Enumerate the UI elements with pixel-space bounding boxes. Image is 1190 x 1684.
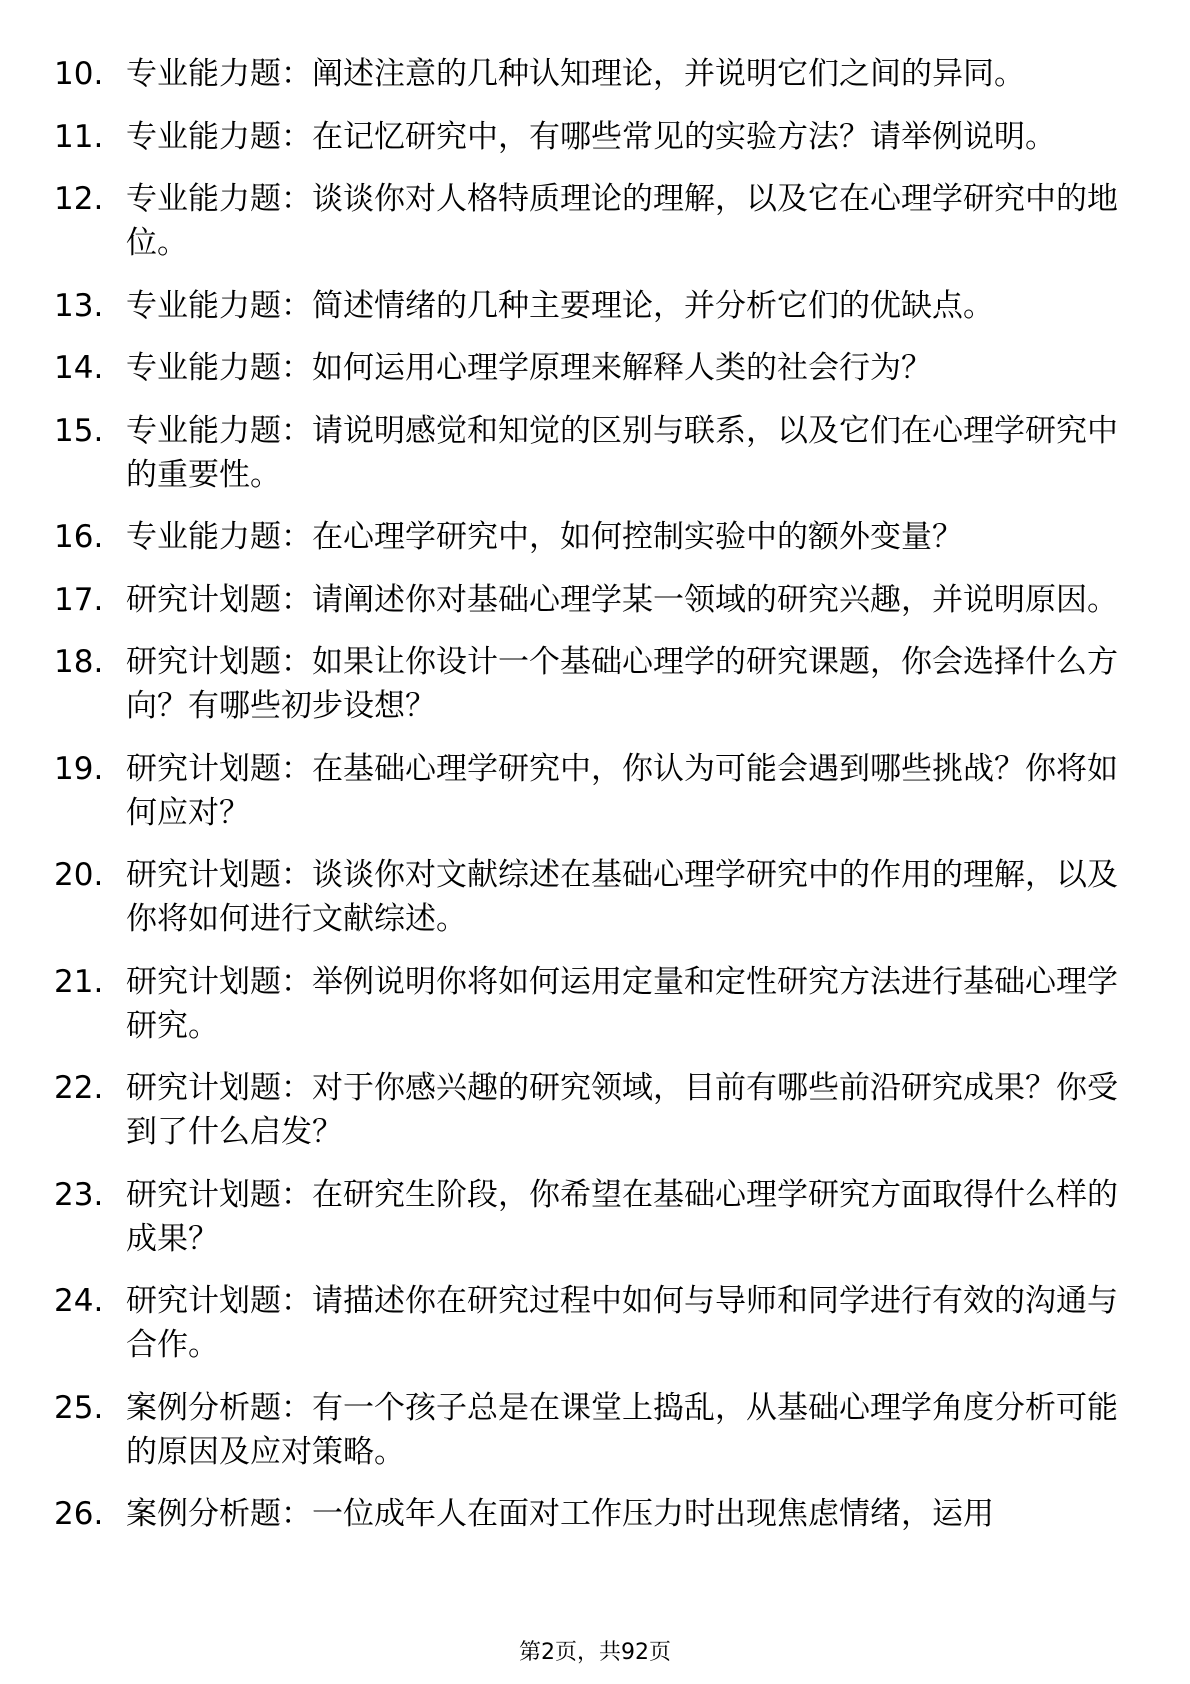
item-number: 10.: [54, 56, 104, 92]
item-number: 20.: [54, 857, 104, 893]
item-text: 案例分析题：有一个孩子总是在课堂上捣乱，从基础心理学角度分析可能的原因及应对策略。: [126, 1389, 1118, 1470]
list-item: [54, 177, 1124, 265]
item-text: 研究计划题：在研究生阶段，你希望在基础心理学研究方面取得什么样的成果？: [126, 1176, 1118, 1257]
list-item: [54, 1066, 1124, 1154]
item-number: 23.: [54, 1176, 104, 1213]
item-number: 15.: [54, 412, 104, 449]
item-number: 26.: [54, 1496, 104, 1532]
item-number: 25.: [54, 1389, 104, 1426]
item-text: 研究计划题：谈谈你对文献综述在基础心理学研究中的作用的理解，以及你将如何进行文献综述。: [126, 857, 1118, 937]
list-item: [54, 284, 1124, 328]
item-text: 研究计划题：对于你感兴趣的研究领域，目前有哪些前沿研究成果？你受到了什么启发？: [126, 1070, 1118, 1150]
list-item: [54, 1492, 1124, 1536]
item-text: 专业能力题：在记忆研究中，有哪些常见的实验方法？请举例说明。: [126, 118, 1056, 155]
item-text: 专业能力题：请说明感觉和知觉的区别与联系，以及它们在心理学研究中的重要性。: [126, 412, 1118, 493]
list-item: [54, 1386, 1124, 1474]
item-text: 研究计划题：请阐述你对基础心理学某一领域的研究兴趣，并说明原因。: [126, 581, 1118, 618]
item-number: 19.: [54, 750, 104, 787]
list-item: [54, 747, 1124, 835]
item-text: 案例分析题：一位成年人在面对工作压力时出现焦虑情绪，运用: [126, 1496, 994, 1532]
list-item: [54, 515, 1124, 559]
list-item: [54, 1279, 1124, 1367]
list-item: [54, 960, 1124, 1048]
item-text: 专业能力题：谈谈你对人格特质理论的理解，以及它在心理学研究中的地位。: [126, 181, 1118, 261]
item-number: 17.: [54, 581, 104, 618]
item-text: 研究计划题：在基础心理学研究中，你认为可能会遇到哪些挑战？你将如何应对？: [126, 750, 1118, 831]
item-number: 16.: [54, 519, 104, 555]
item-number: 18.: [54, 644, 104, 680]
item-text: 专业能力题：简述情绪的几种主要理论，并分析它们的优缺点。: [126, 287, 994, 324]
list-item: [54, 1173, 1124, 1261]
item-text: 研究计划题：如果让你设计一个基础心理学的研究课题，你会选择什么方向？有哪些初步设想？: [126, 644, 1118, 724]
page-number-label: 第2页，共92页: [519, 1640, 671, 1665]
item-number: 14.: [54, 350, 104, 386]
list-item: [54, 640, 1124, 728]
list-item: [54, 52, 1124, 96]
item-number: 22.: [54, 1070, 104, 1106]
item-text: 专业能力题：阐述注意的几种认知理论，并说明它们之间的异同。: [126, 56, 1025, 92]
item-number: 13.: [54, 287, 104, 324]
page-footer: [0, 1638, 1190, 1668]
question-list: [54, 52, 1124, 1555]
list-item: [54, 346, 1124, 390]
list-item: [54, 115, 1124, 159]
item-number: 21.: [54, 963, 104, 1000]
item-text: 研究计划题：请描述你在研究过程中如何与导师和同学进行有效的沟通与合作。: [126, 1283, 1118, 1363]
item-text: 专业能力题：如何运用心理学原理来解释人类的社会行为？: [126, 350, 932, 386]
list-item: [54, 409, 1124, 497]
item-number: 11.: [54, 118, 104, 155]
list-item: [54, 853, 1124, 941]
item-number: 24.: [54, 1283, 104, 1319]
item-text: 研究计划题：举例说明你将如何运用定量和定性研究方法进行基础心理学研究。: [126, 963, 1118, 1044]
item-number: 12.: [54, 181, 104, 217]
item-text: 专业能力题：在心理学研究中，如何控制实验中的额外变量？: [126, 519, 963, 555]
list-item: [54, 578, 1124, 622]
